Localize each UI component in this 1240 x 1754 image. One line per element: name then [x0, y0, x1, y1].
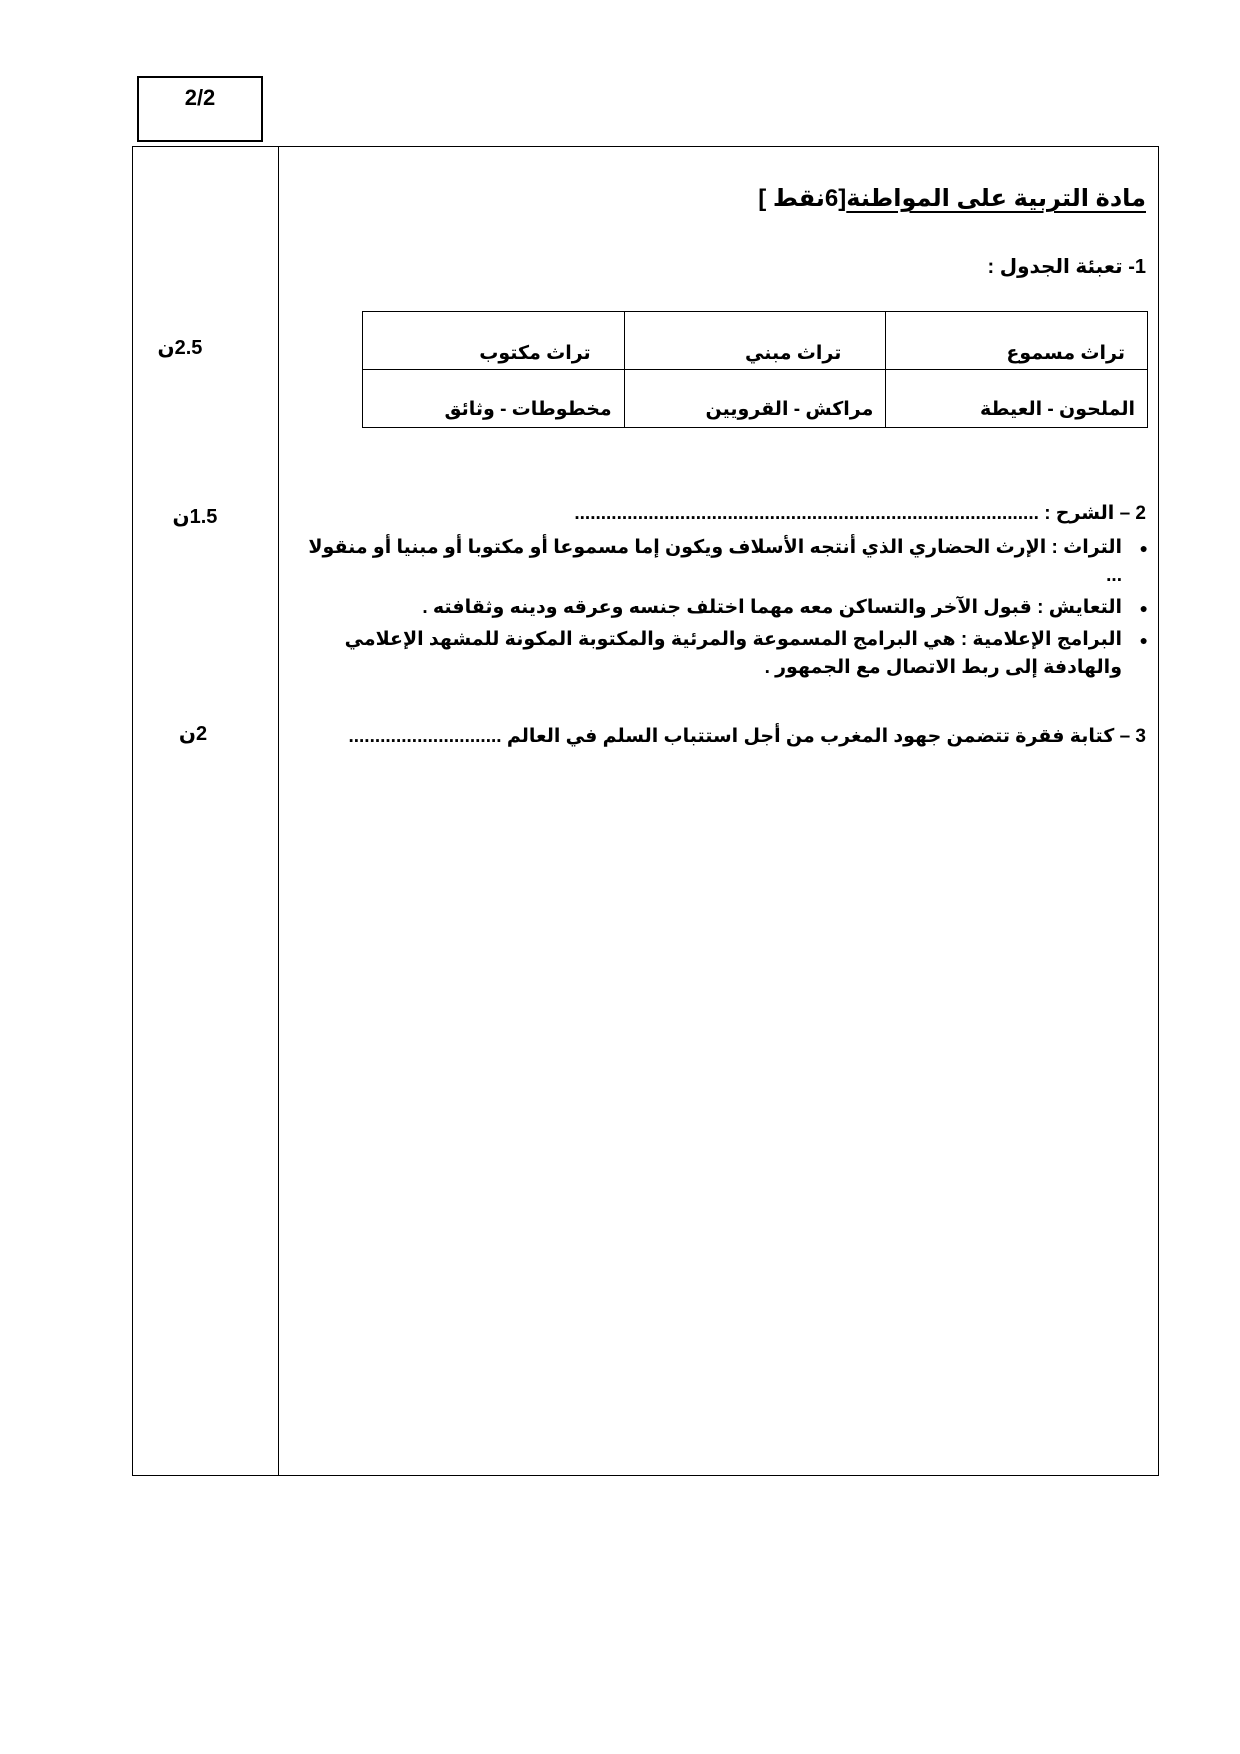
- page-number: 2/2: [184, 85, 216, 110]
- score-question-3: 2ن: [178, 723, 208, 745]
- question-3-label: 3 – كتابة فقرة تتضمن جهود المغرب من أجل استتباب السلم في العالم: [506, 726, 1146, 747]
- table-header-cell: تراث مبني: [624, 312, 886, 370]
- question-2-dots: ........................................................................................: [574, 503, 1039, 524]
- score-question-2: 1.5ن: [172, 506, 218, 528]
- list-item: [292, 626, 1148, 682]
- score-column-divider: [278, 146, 279, 1476]
- definition-text: التراث : الإرث الحضاري الذي أنتجه الأسلاف ويكون إما مسموعا أو مكتوبا أو مبنيا أو منقولا ...: [308, 537, 1122, 586]
- question-1-label: 1- تعبئة الجدول :: [987, 256, 1146, 278]
- section-points: [6نقط ]: [758, 185, 847, 212]
- question-2-line: [574, 502, 1146, 525]
- section-title: [758, 184, 1146, 213]
- heritage-table: [362, 311, 1148, 428]
- definition-text: التعايش : قبول الآخر والتساكن معه مهما اختلف جنسه وعرقه ودينه وثقافته .: [422, 597, 1122, 618]
- answer-content: [290, 146, 1148, 1466]
- question-3-line: [348, 725, 1146, 748]
- bullet-icon: ●: [1139, 632, 1148, 648]
- list-item: [292, 534, 1148, 590]
- table-header-cell: تراث مسموع: [886, 312, 1148, 370]
- page-number-box: [137, 76, 263, 142]
- section-subject: مادة التربية على المواطنة: [846, 185, 1146, 212]
- table-row: [363, 370, 1148, 428]
- definition-text: البرامج الإعلامية : هي البرامج المسموعة والمرئية والمكتوبة المكونة للمشهد الإعلامي والهادفة إلى ربط الاتصال مع الجمهور .: [344, 629, 1122, 678]
- bullet-icon: ●: [1139, 540, 1148, 556]
- question-3-dots: .............................: [348, 726, 502, 747]
- bullet-icon: ●: [1139, 600, 1148, 616]
- table-header-cell: تراث مكتوب: [363, 312, 625, 370]
- table-cell: مراكش - القرويين: [624, 370, 886, 428]
- list-item: [292, 594, 1148, 622]
- table-header-row: [363, 312, 1148, 370]
- definitions-list: [292, 534, 1148, 686]
- question-2-label: 2 – الشرح :: [1044, 503, 1146, 524]
- table-cell: الملحون - العيطة: [886, 370, 1148, 428]
- score-question-1: 2.5ن: [157, 337, 203, 359]
- table-cell: مخطوطات - وثائق: [363, 370, 625, 428]
